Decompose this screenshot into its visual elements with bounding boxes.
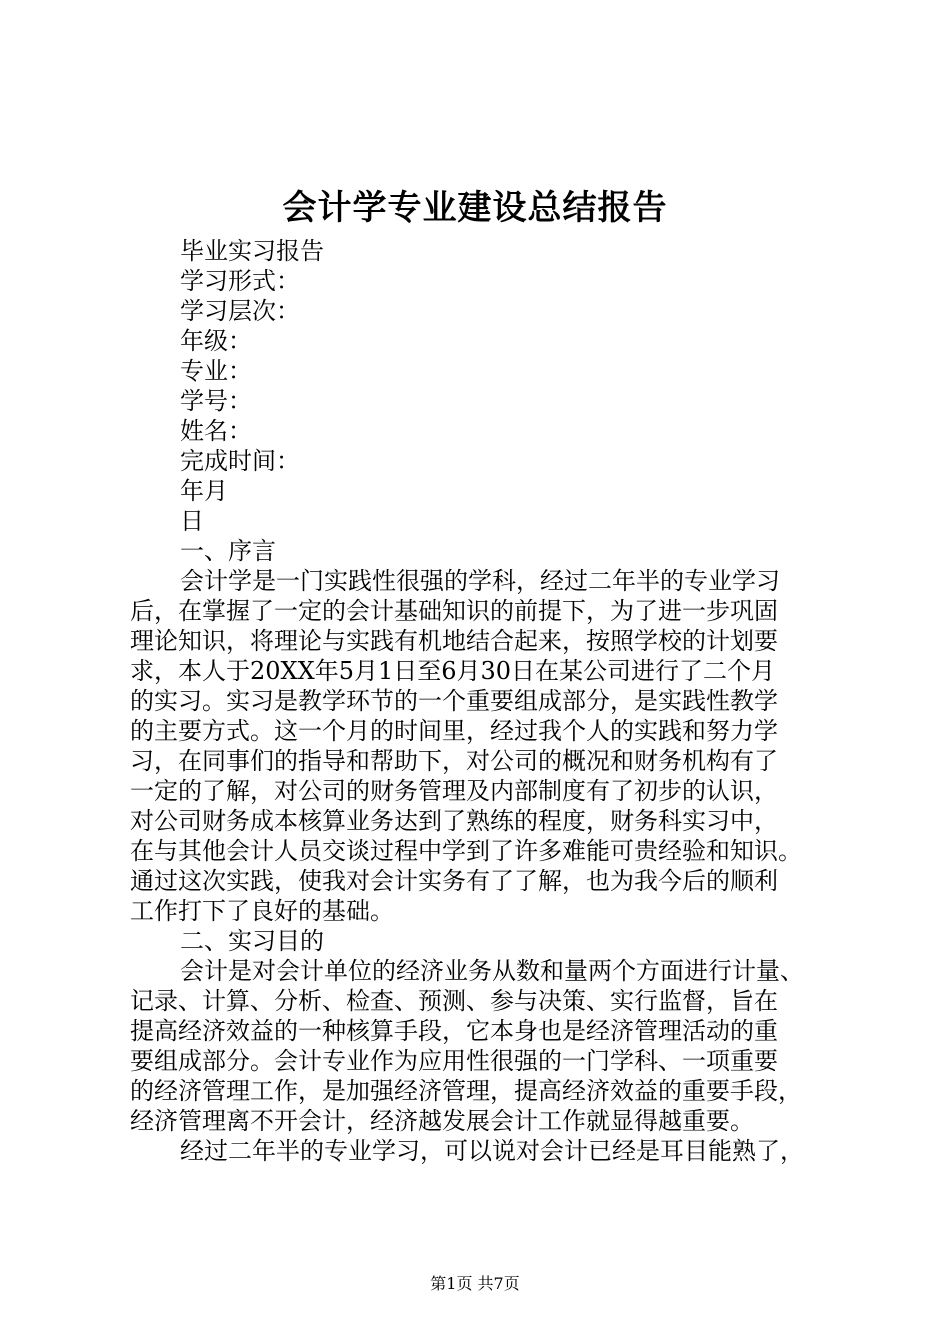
text-line: 姓名： (180, 417, 252, 445)
text-line: 年级： (180, 327, 252, 355)
text-line: 提高经济效益的一种核算手段，它本身也是经济管理活动的重 (130, 1017, 778, 1045)
text-line: 的经济管理工作，是加强经济管理，提高经济效益的重要手段， (130, 1077, 802, 1105)
document-body (130, 236, 830, 1166)
text-line: 学习层次： (180, 297, 300, 325)
page-footer: 第1页 共7页 (430, 1274, 520, 1293)
text-line: 专业： (180, 357, 252, 385)
text-line: 记录、计算、分析、检查、预测、参与决策、实行监督，旨在 (130, 987, 778, 1015)
text-line: 要组成部分。会计专业作为应用性很强的一门学科、一项重要 (130, 1047, 778, 1075)
text-line: 一定的了解，对公司的财务管理及内部制度有了初步的认识， (130, 777, 778, 805)
text-line: 习，在同事们的指导和帮助下，对公司的概况和财务机构有了 (130, 747, 778, 775)
text-line: 的主要方式。这一个月的时间里，经过我个人的实践和努力学 (130, 717, 778, 745)
text-line: 会计学是一门实践性很强的学科，经过二年半的专业学习 (180, 567, 780, 595)
text-line: 工作打下了良好的基础。 (130, 897, 394, 925)
text-line: 完成时间： (180, 447, 300, 475)
text-line: 经济管理离不开会计，经济越发展会计工作就显得越重要。 (130, 1107, 754, 1135)
text-line: 通过这次实践，使我对会计实务有了了解，也为我今后的顺利 (130, 867, 778, 895)
text-line: 会计是对会计单位的经济业务从数和量两个方面进行计量、 (180, 957, 804, 985)
section-heading: 一、序言 (180, 537, 276, 565)
text-line: 后，在掌握了一定的会计基础知识的前提下，为了进一步巩固 (130, 597, 778, 625)
text-line: 在与其他会计人员交谈过程中学到了许多难能可贵经验和知识。 (130, 837, 802, 865)
text-line: 年月 (180, 477, 228, 505)
text-line: 学习形式： (180, 267, 300, 295)
text-line: 日 (180, 507, 204, 535)
text-line: 的实习。实习是教学环节的一个重要组成部分，是实践性教学 (130, 687, 778, 715)
document-title: 会计学专业建设总结报告 (282, 188, 668, 228)
section-heading: 二、实习目的 (180, 927, 324, 955)
text-line: 学号： (180, 387, 252, 415)
text-line: 经过二年半的专业学习，可以说对会计已经是耳目能熟了， (180, 1137, 804, 1165)
text-line: 理论知识，将理论与实践有机地结合起来，按照学校的计划要 (130, 627, 778, 655)
text-line: 对公司财务成本核算业务达到了熟练的程度，财务科实习中， (130, 807, 778, 835)
text-line: 求，本人于20XX年5月1日至6月30日在某公司进行了二个月 (130, 657, 776, 685)
text-line: 毕业实习报告 (180, 237, 324, 265)
